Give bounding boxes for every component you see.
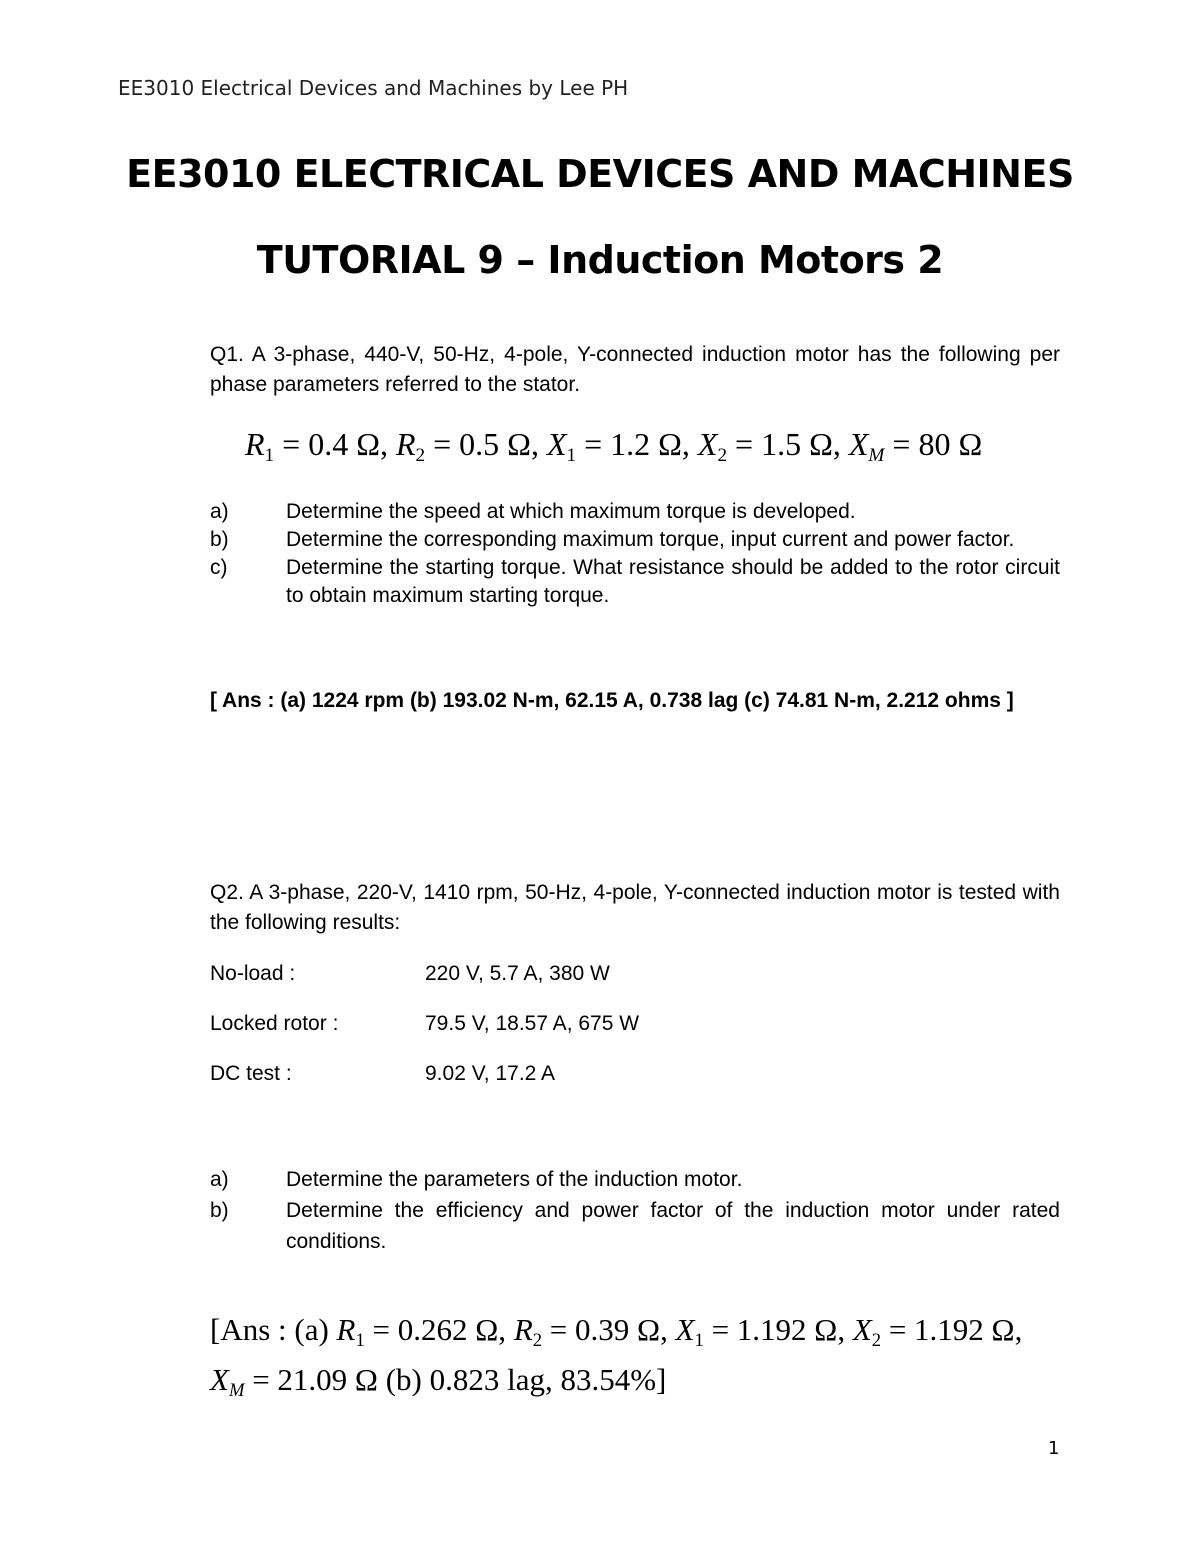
r2-value: = 0.39 Ω,	[542, 1312, 676, 1347]
xm-sub: M	[228, 1380, 245, 1401]
r1-value: = 0.262 Ω,	[364, 1312, 514, 1347]
test-value: 79.5 V, 18.57 A, 675 W	[425, 1012, 640, 1035]
list-item	[210, 1164, 1060, 1195]
xm-symbol: X	[210, 1362, 229, 1397]
test-value: 220 V, 5.7 A, 380 W	[425, 962, 610, 985]
r1-value: = 0.4 Ω,	[274, 426, 396, 462]
x2-symbol: X	[697, 426, 718, 462]
test-value: 9.02 V, 17.2 A	[425, 1062, 556, 1085]
part-label: b)	[210, 528, 229, 551]
q1-text: Q1. A 3-phase, 440-V, 50-Hz, 4-pole, Y-connected induction motor has the following per phase parameters referred to the stator.	[210, 343, 1060, 396]
r2-symbol: R	[513, 1312, 533, 1347]
r1-sub: 1	[355, 1330, 365, 1351]
q2-parts-list	[210, 1164, 1060, 1257]
part-label: a)	[210, 1168, 229, 1191]
part-text: Determine the parameters of the induction motor.	[286, 1168, 743, 1191]
x1-sub: 1	[566, 445, 577, 466]
part-text: Determine the corresponding maximum torque, input current and power factor.	[286, 528, 1015, 551]
test-label: Locked rotor :	[210, 1012, 339, 1035]
part-label: a)	[210, 500, 229, 523]
list-item	[210, 498, 1060, 526]
list-item	[210, 1195, 1060, 1257]
q2-answer-line1	[210, 1312, 1022, 1352]
q1-parameters-equation	[245, 426, 982, 467]
r2-sub: 2	[415, 445, 426, 466]
x2-value: = 1.5 Ω,	[727, 426, 849, 462]
xm-symbol: X	[848, 426, 869, 462]
test-label: No-load :	[210, 962, 296, 985]
q1-answer: [ Ans : (a) 1224 rpm (b) 193.02 N-m, 62.15 A, 0.738 lag (c) 74.81 N-m, 2.212 ohms ]	[210, 689, 1014, 712]
x2-value: = 1.192 Ω,	[881, 1312, 1023, 1347]
test-row-no-load	[210, 962, 610, 986]
x1-symbol: X	[675, 1312, 695, 1347]
answer-prefix: [Ans : (a)	[210, 1312, 337, 1347]
part-label: c)	[210, 556, 228, 579]
page-header: EE3010 Electrical Devices and Machines by Lee PH	[118, 76, 629, 100]
x2-sub: 2	[871, 1330, 882, 1351]
answer-suffix: (b) 0.823 lag, 83.54%]	[377, 1362, 667, 1397]
r2-symbol: R	[395, 426, 416, 462]
list-item	[210, 554, 1060, 610]
r1-symbol: R	[336, 1312, 356, 1347]
r2-sub: 2	[532, 1330, 543, 1351]
q1-parts-list	[210, 498, 1060, 610]
xm-value: = 80 Ω	[884, 426, 983, 462]
q2-text: Q2. A 3-phase, 220-V, 1410 rpm, 50-Hz, 4-pole, Y-connected induction motor is tested with the following results:	[210, 881, 1060, 934]
x2-sub: 2	[717, 445, 728, 466]
x2-symbol: X	[852, 1312, 872, 1347]
x1-value: = 1.192 Ω,	[703, 1312, 853, 1347]
tutorial-title: TUTORIAL 9 – Induction Motors 2	[256, 238, 944, 282]
part-text: Determine the efficiency and power factor of the induction motor under rated conditions.	[286, 1199, 1060, 1253]
x1-sub: 1	[694, 1330, 704, 1351]
xm-value: = 21.09 Ω	[244, 1362, 378, 1397]
page-number: 1	[1048, 1438, 1060, 1459]
r1-symbol: R	[245, 426, 265, 462]
x1-value: = 1.2 Ω,	[576, 426, 698, 462]
xm-sub: M	[868, 445, 885, 466]
part-text: Determine the starting torque. What resistance should be added to the rotor circuit to obtain maximum starting torque.	[286, 556, 1060, 607]
r2-value: = 0.5 Ω,	[425, 426, 547, 462]
test-row-dc-test	[210, 1062, 555, 1086]
list-item	[210, 526, 1060, 554]
document-title: EE3010 ELECTRICAL DEVICES AND MACHINES	[126, 152, 1074, 196]
x1-symbol: X	[546, 426, 567, 462]
part-text: Determine the speed at which maximum torque is developed.	[286, 500, 856, 523]
part-label: b)	[210, 1199, 229, 1222]
test-label: DC test :	[210, 1062, 292, 1085]
test-row-locked-rotor	[210, 1012, 639, 1036]
r1-sub: 1	[264, 445, 275, 466]
q2-answer-line2	[210, 1362, 666, 1402]
